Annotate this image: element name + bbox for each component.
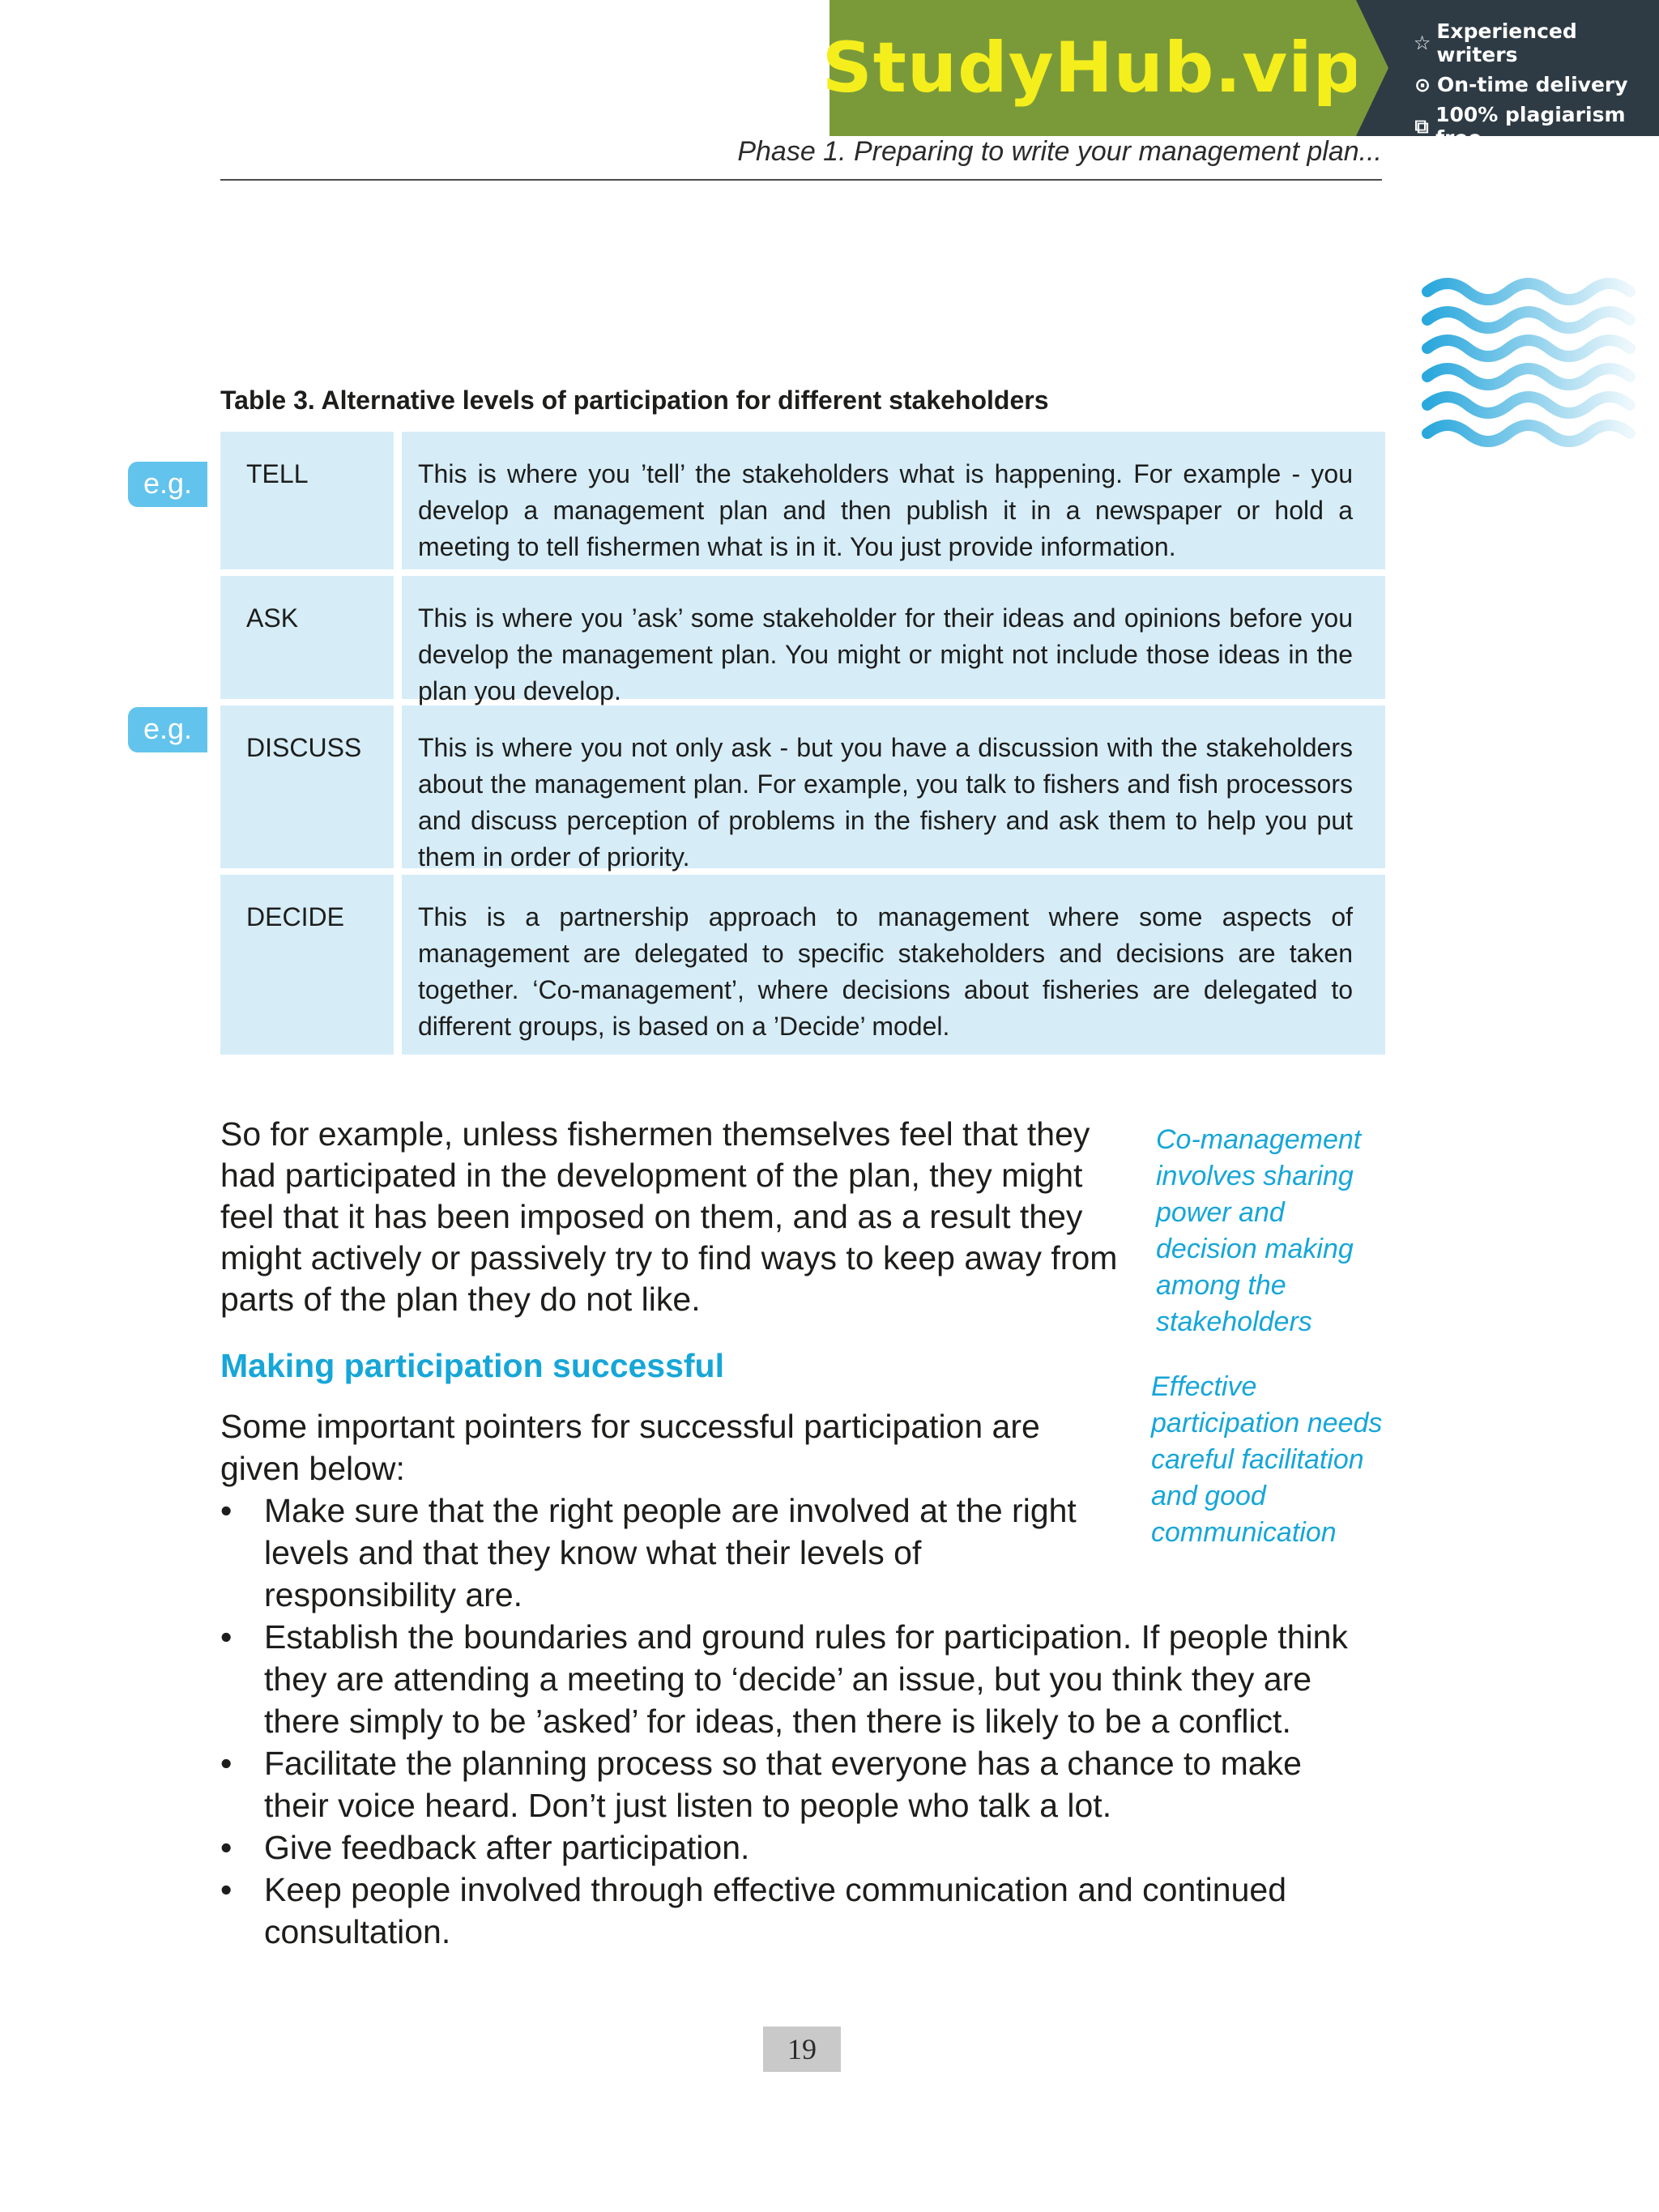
level-description: This is where you ’tell’ the stakeholders what is happening. For example - you develop a management plan and then publish it in a newspaper or hold a meeting to tell fishermen what is in it. You just provide information. [402, 432, 1385, 569]
page-number: 19 [763, 2027, 841, 2072]
level-label: TELL [220, 432, 394, 569]
header-divider [220, 179, 1382, 181]
participation-levels-table [220, 432, 1385, 1061]
brand-panel [821, 0, 1364, 136]
running-header: Phase 1. Preparing to write your management plan... [737, 136, 1382, 167]
brand-logo: StudyHub.vip [821, 28, 1364, 109]
level-label: ASK [220, 576, 394, 699]
pointers-list [220, 1490, 1371, 1953]
table-caption: Table 3. Alternative levels of participation for different stakeholders [220, 386, 1049, 415]
list-item: • Make sure that the right people are involved at the right levels and that they know what their levels of responsibility are. [220, 1490, 1115, 1616]
feature-list [1356, 0, 1659, 150]
list-item: • Give feedback after participation. [220, 1826, 1371, 1869]
side-note: Effective participation needs careful facilitation and good communication [1151, 1371, 1383, 1548]
clock-icon: ⊙ [1414, 73, 1431, 96]
copy-document-icon: ⧉ [1414, 115, 1429, 138]
table-row [220, 432, 1385, 569]
feature-item [1413, 19, 1659, 66]
intro-text: Some important pointers for successful participation are given below: [220, 1408, 1040, 1487]
list-item: • Facilitate the planning process so that everyone has a chance to make their voice heard. Don’t just listen to people who talk a lot. [220, 1742, 1371, 1826]
eg-badge: e.g. [128, 462, 207, 507]
eg-badge: e.g. [128, 707, 207, 752]
feature-label: Experienced writers [1436, 19, 1577, 66]
level-label: DISCUSS [220, 705, 394, 868]
feature-item [1413, 73, 1659, 96]
body-paragraph: So for example, unless fishermen themselves feel that they had participated in the development of the plan, they might feel that it has been imposed on them, and as a result they might actively or passively try to find ways to keep away from parts of the plan they do not like. [220, 1115, 1118, 1318]
star-outline-icon: ☆ [1413, 32, 1431, 54]
feature-label: 100% plagiarism free [1435, 103, 1626, 150]
level-description: This is a partnership approach to management where some aspects of management are delegated to specific stakeholders and decisions are taken together. ‘Co-management’, where decisions about fisheries are delegated to different groups, is based on a ’Decide’ model. [402, 875, 1385, 1055]
list-item: • Establish the boundaries and ground rules for participation. If people think they are attending a meeting to ‘decide’ an issue, but you think they are there simply to be ’asked’ for ideas, then there is likely to be a conflict. [220, 1616, 1371, 1742]
table-row [220, 875, 1385, 1055]
section-heading: Making participation successful [220, 1347, 724, 1384]
level-description: This is where you ’ask’ some stakeholder for their ideas and opinions before you develop the management plan. You might or might not include those ideas in the plan you develop. [402, 576, 1385, 699]
table-row [220, 576, 1385, 705]
waves-decoration-icon [1419, 275, 1646, 470]
table-row [220, 705, 1385, 872]
level-description: This is where you not only ask - but you have a discussion with the stakeholders about the management plan. For example, you talk to fishers and fish processors and discuss perception of problems in the fishery and ask them to help you put them in order of priority. [402, 705, 1385, 868]
level-label: DECIDE [220, 875, 394, 1055]
studyhub-banner[interactable] [821, 0, 1659, 150]
list-item: • Keep people involved through effective communication and continued consultation. [220, 1869, 1371, 1953]
feature-label: On-time delivery [1437, 73, 1628, 96]
feature-item [1413, 103, 1659, 150]
side-note: Co-management involves sharing power and decision making among the stakeholders [1156, 1124, 1362, 1337]
